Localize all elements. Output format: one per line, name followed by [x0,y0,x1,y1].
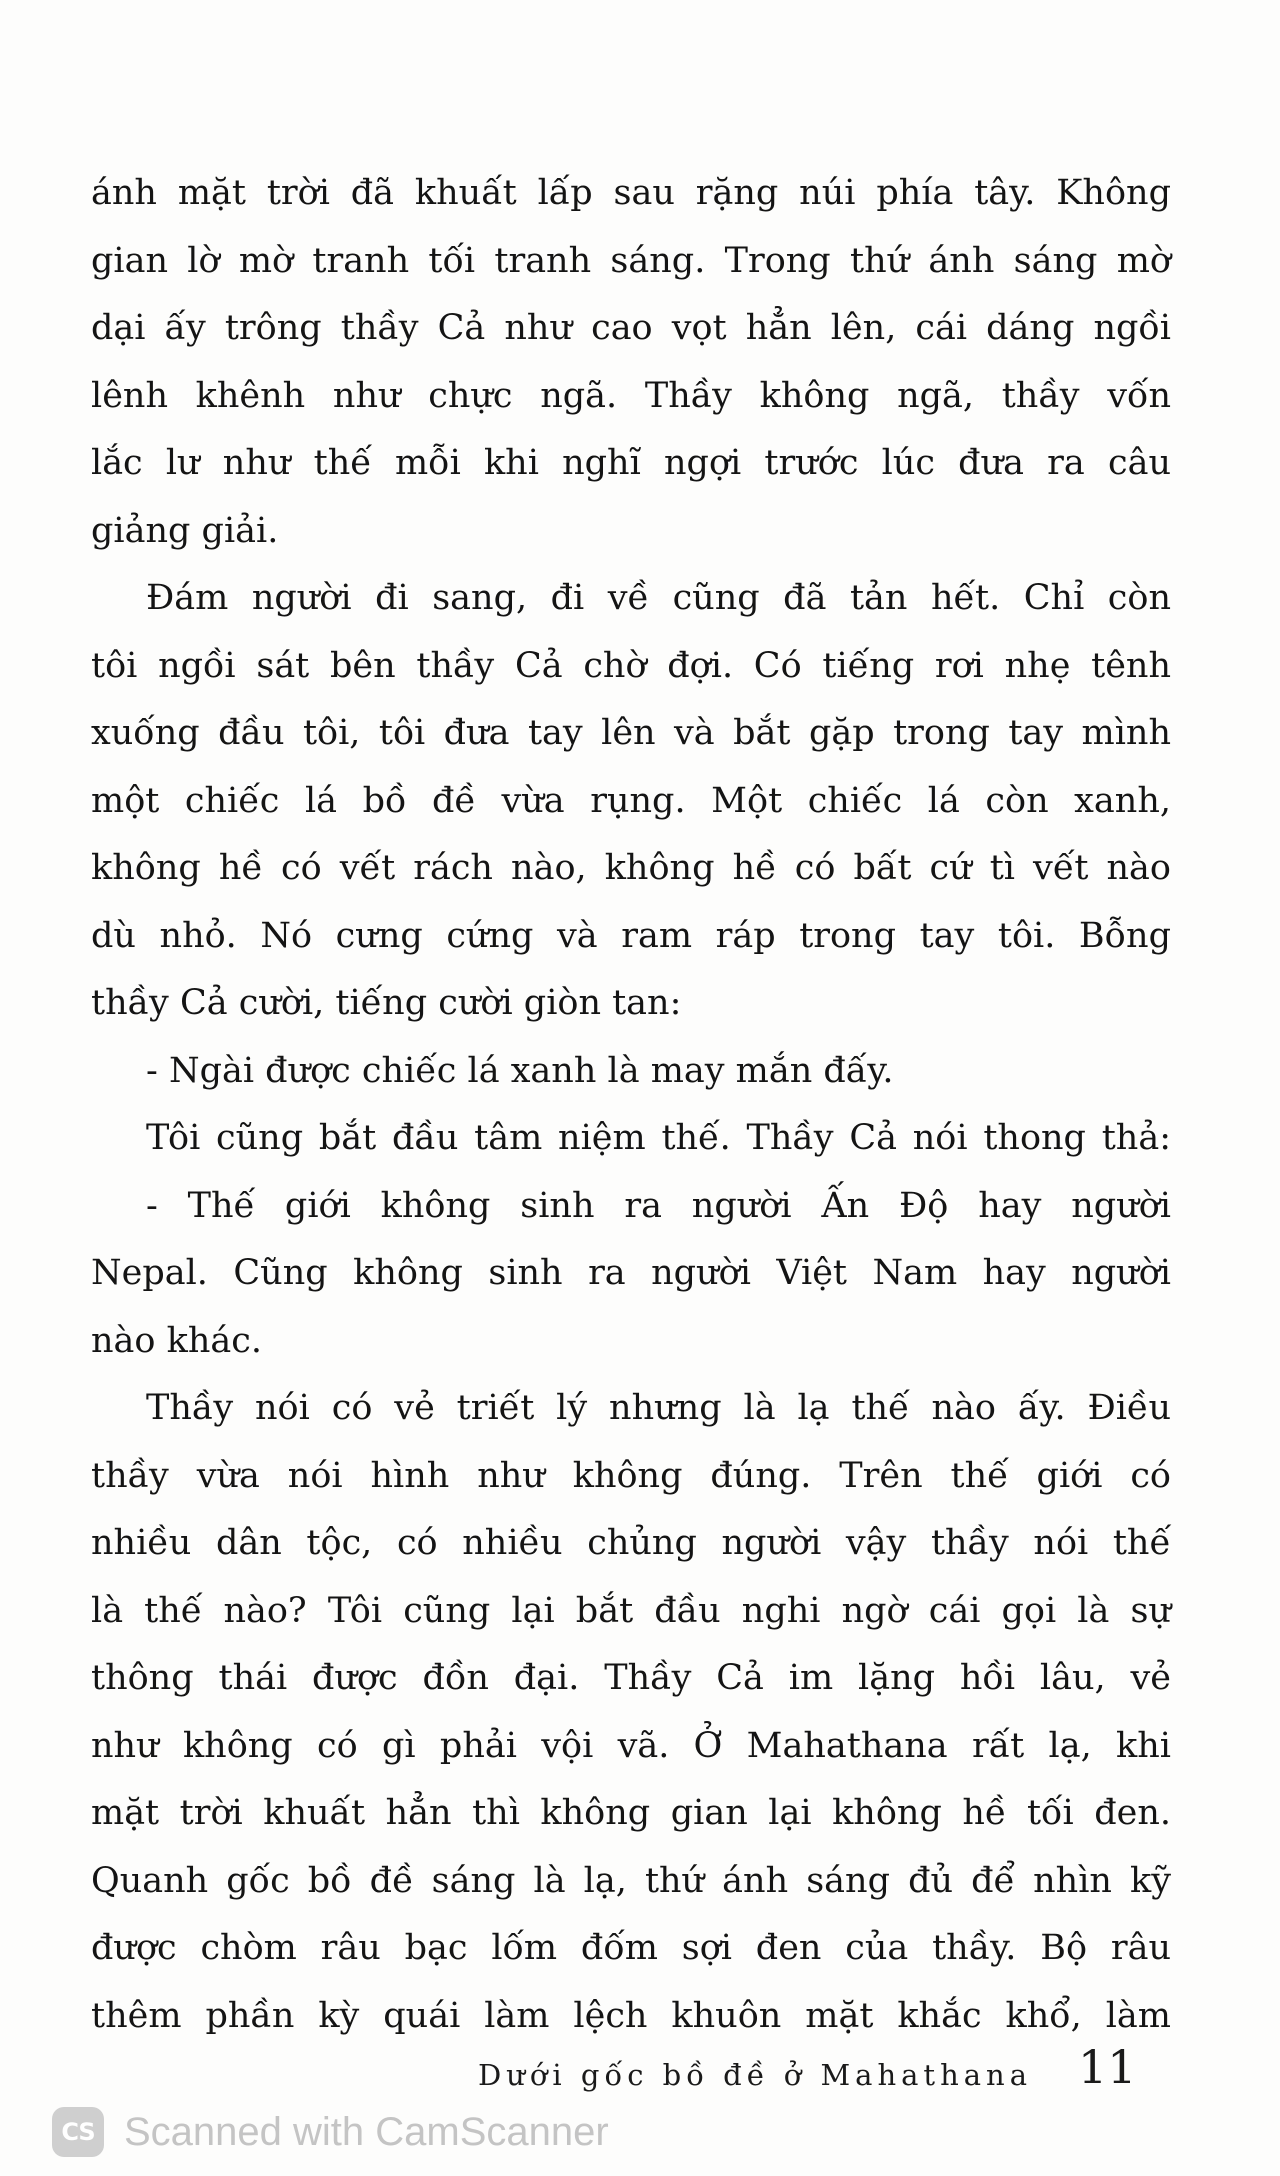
text-line: giảng giải. [91,510,279,551]
text-line: ánh mặt trời đã khuất lấp sau rặng núi phía tây. Không [91,173,1171,213]
watermark-text: Scanned with CamScanner [124,2109,609,2154]
logo-text: CS [61,2118,95,2146]
text-line: nào khác. [91,1320,262,1361]
text-line: dại ấy trông thầy Cả như cao vọt hẳn lên, cái dáng ngồi [91,308,1171,348]
text-line: thông thái được đồn đại. Thầy Cả im lặng hồi lâu, vẻ [91,1658,1171,1698]
text-line: được chòm râu bạc lốm đốm sợi đen của thầy. Bộ râu [91,1928,1171,1968]
text-line: tôi ngồi sát bên thầy Cả chờ đợi. Có tiếng rơi nhẹ tênh [91,645,1171,686]
text-line: Thầy nói có vẻ triết lý nhưng là lạ thế nào ấy. Điều [146,1388,1171,1428]
text-line: thầy vừa nói hình như không đúng. Trên thế giới có [91,1455,1171,1496]
text-line: dù nhỏ. Nó cưng cứng và ram ráp trong tay tôi. Bỗng [91,915,1171,956]
text-line: nhiều dân tộc, có nhiều chủng người vậy thầy nói thế [91,1523,1171,1563]
camscanner-logo-icon [52,2107,104,2157]
text-line: Nepal. Cũng không sinh ra người Việt Nam hay người [91,1253,1171,1293]
text-line: lắc lư như thế mỗi khi nghĩ ngợi trước lúc đưa ra câu [91,443,1171,483]
text-line: như không có gì phải vội vã. Ở Mahathana rất lạ, khi [91,1725,1171,1766]
text-line: Tôi cũng bắt đầu tâm niệm thế. Thầy Cả nói thong thả: [146,1118,1171,1158]
running-footer-title: Dưới gốc bồ đề ở Mahathana [478,2058,1033,2092]
text-line: một chiếc lá bồ đề vừa rụng. Một chiếc lá còn xanh, [91,780,1171,821]
text-line: - Ngài được chiếc lá xanh là may mắn đấy. [146,1050,894,1091]
text-line: xuống đầu tôi, tôi đưa tay lên và bắt gặp trong tay mình [91,713,1171,753]
scanner-watermark [52,2104,609,2160]
text-line: thầy Cả cười, tiếng cười giòn tan: [91,983,682,1023]
text-line: mặt trời khuất hẳn thì không gian lại không hề tối đen. [91,1793,1171,1833]
text-line: lênh khênh như chực ngã. Thầy không ngã, thầy vốn [91,375,1171,416]
page-number: 11 [1078,2040,1137,2094]
text-line: - Thế giới không sinh ra người Ấn Độ hay người [146,1185,1171,1226]
body-text [91,160,1171,2050]
text-line: là thế nào? Tôi cũng lại bắt đầu nghi ngờ cái gọi là sự [91,1590,1171,1631]
text-line: thêm phần kỳ quái làm lệch khuôn mặt khắc khổ, làm [91,1995,1171,2036]
text-line: Đám người đi sang, đi về cũng đã tản hết. Chỉ còn [146,578,1171,618]
text-line: không hề có vết rách nào, không hề có bất cứ tì vết nào [91,848,1171,888]
text-line: gian lờ mờ tranh tối tranh sáng. Trong thứ ánh sáng mờ [91,240,1171,281]
text-line: Quanh gốc bồ đề sáng là lạ, thứ ánh sáng đủ để nhìn kỹ [91,1860,1171,1901]
